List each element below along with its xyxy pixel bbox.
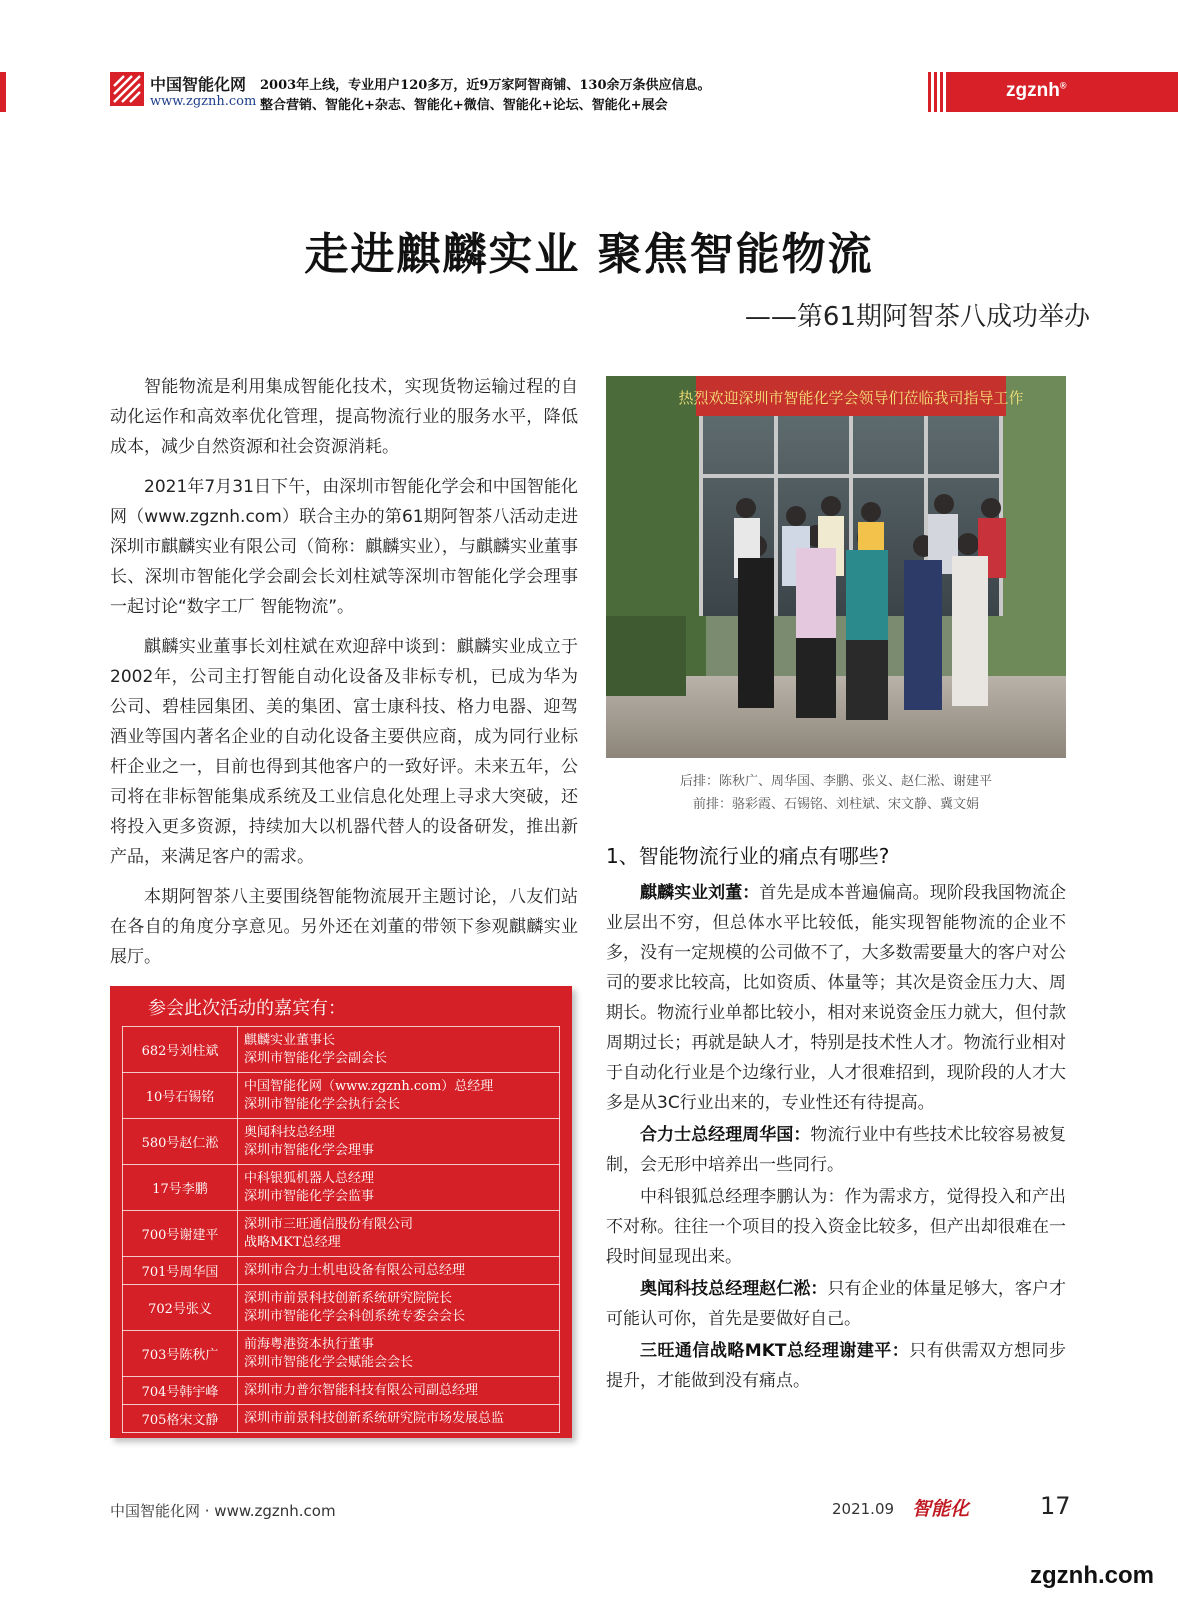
header-tagline-line2: 整合营销、智能化+杂志、智能化+微信、智能化+论坛、智能化+展会 (260, 98, 668, 113)
guest-titles (238, 1257, 560, 1285)
photo-caption-front-row: 前排：骆彩霞、石锡铭、刘柱斌、宋文静、冀文娟 (692, 797, 979, 812)
guest-titles (238, 1073, 560, 1119)
footer-issue-date: 2021.09 (832, 1500, 895, 1518)
guest-title-line: 深圳市合力士机电设备有限公司总经理 (244, 1262, 466, 1278)
qa-paragraph (606, 1120, 1066, 1180)
guest-row (123, 1211, 560, 1257)
guest-row (123, 1119, 560, 1165)
group-photo (606, 376, 1066, 758)
guest-name: 682号刘柱斌 (123, 1027, 238, 1073)
guest-title-line: 麒麟实业董事长 (244, 1032, 336, 1048)
guest-name: 702号张义 (123, 1285, 238, 1331)
paragraph: 智能物流是利用集成智能化技术，实现货物运输过程的自动化运作和高效率优化管理，提高物流行业的服务水平，降低成本，减少自然资源和社会资源消耗。 (110, 377, 578, 457)
guest-title-line: 深圳市智能化学会执行会长 (244, 1096, 401, 1112)
watermark: zgznh.com (1030, 1562, 1154, 1589)
left-accent-bar (0, 72, 6, 112)
guest-title-line: 深圳市力普尔智能科技有限公司副总经理 (244, 1382, 479, 1398)
guest-row (123, 1405, 560, 1433)
guest-row (123, 1331, 560, 1377)
qa-paragraph (606, 878, 1066, 1118)
qa-speaker: 三旺通信战略MKT总经理谢建平： (640, 1341, 910, 1361)
photo-banner-text: 热烈欢迎深圳市智能化学会领导们莅临我司指导工作 (678, 389, 1024, 407)
guest-titles (238, 1285, 560, 1331)
logo-url[interactable]: www.zgznh.com (150, 94, 257, 109)
page-number: 17 (1040, 1492, 1071, 1520)
left-column (110, 372, 578, 982)
header-tagline-line1: 2003年上线，专业用户120多万，近9万家阿智商铺、130余万条供应信息。 (260, 78, 711, 93)
guest-name: 703号陈秋广 (123, 1331, 238, 1377)
guest-name: 10号石锡铭 (123, 1073, 238, 1119)
guest-row (123, 1027, 560, 1073)
guest-title-line: 前海粤港资本执行董事 (244, 1336, 375, 1352)
guest-list-box (110, 986, 572, 1438)
footer-site[interactable]: 中国智能化网 · www.zgznh.com (110, 1502, 336, 1520)
guest-row (123, 1165, 560, 1211)
guest-title-line: 战略MKT总经理 (244, 1234, 341, 1250)
guest-row (123, 1073, 560, 1119)
article-title: 走进麒麟实业 聚焦智能物流 (304, 229, 874, 280)
guest-titles (238, 1211, 560, 1257)
guest-titles (238, 1027, 560, 1073)
guest-row (123, 1257, 560, 1285)
guest-title-line: 中国智能化网（www.zgznh.com）总经理 (244, 1078, 494, 1094)
guest-row (123, 1285, 560, 1331)
guest-title-line: 深圳市前景科技创新系统研究院院长 (244, 1290, 453, 1306)
guest-name: 580号赵仁淞 (123, 1119, 238, 1165)
paragraph: 本期阿智茶八主要围绕智能物流展开主题讨论，八友们站在各自的角度分享意见。另外还在刘董的带领下参观麒麟实业展厅。 (110, 887, 578, 967)
qa-text: 中科银狐总经理李鹏认为：作为需求方，觉得投入和产出不对称。往往一个项目的投入资金比较多，但产出却很难在一段时间显现出来。 (606, 1187, 1066, 1267)
brand-tab-stripes (928, 72, 946, 112)
guest-titles (238, 1331, 560, 1377)
paragraph: 麒麟实业董事长刘柱斌在欢迎辞中谈到：麒麟实业成立于2002年，公司主打智能自动化设备及非标专机，已成为华为公司、碧桂园集团、美的集团、富士康科技、格力电器、迎驾酒业等国内著名企业的自动化设备主要供应商，成为同行业标杆企业之一，目前也得到其他客户的一致好评。未来五年，公司将在非标智能集成系统及工业信息化处理上寻求大突破，还将投入更多资源，持续加大以机器代替人的设备研发，推出新产品，来满足客户的需求。 (110, 637, 578, 867)
guest-title-line: 深圳市智能化学会理事 (244, 1142, 375, 1158)
qa-paragraph (606, 1336, 1066, 1396)
qa-speaker: 合力士总经理周华国： (640, 1125, 811, 1145)
logo-name: 中国智能化网 (150, 75, 247, 94)
guest-title-line: 深圳市智能化学会副会长 (244, 1050, 388, 1066)
guest-title-line: 深圳市智能化学会赋能会会长 (244, 1354, 414, 1370)
qa-text: 只有供需双方想同步提升，才能做到没有痛点。 (606, 1341, 1066, 1391)
guest-table (122, 1026, 560, 1433)
qa-text: 只有企业的体量足够大，客户才可能认可你，首先是要做好自己。 (606, 1279, 1067, 1329)
guest-name: 704号韩宇峰 (123, 1377, 238, 1405)
guest-title-line: 中科银狐机器人总经理 (244, 1170, 375, 1186)
guest-title-line: 深圳市三旺通信股份有限公司 (244, 1216, 414, 1232)
qa-text: 物流行业中有些技术比较容易被复制，会无形中培养出一些同行。 (606, 1125, 1067, 1175)
guest-list-title: 参会此次活动的嘉宾有： (148, 998, 346, 1019)
qa-speaker: 奥闻科技总经理赵仁淞： (640, 1279, 828, 1299)
guest-titles (238, 1119, 560, 1165)
footer-magazine-logo: 智能化 (912, 1498, 970, 1520)
guest-name: 705格宋文静 (123, 1405, 238, 1433)
qa-paragraph (606, 1274, 1066, 1334)
guest-titles (238, 1405, 560, 1433)
guest-name: 701号周华国 (123, 1257, 238, 1285)
qa-speaker: 麒麟实业刘董： (640, 883, 760, 903)
photo-caption-back-row: 后排：陈秋广、周华国、李鹏、张义、赵仁淞、谢建平 (679, 774, 992, 789)
guest-title-line: 奥闻科技总经理 (244, 1124, 336, 1140)
paragraph: 2021年7月31日下午，由深圳市智能化学会和中国智能化网（www.zgznh.com）联合主办的第61期阿智茶八活动走进深圳市麒麟实业有限公司（简称：麒麟实业），与麒麟实业董事长、深圳市智能化学会副会长刘柱斌等深圳市智能化学会理事一起讨论“数字工厂 智能物流”。 (110, 477, 578, 617)
guest-title-line: 深圳市智能化学会监事 (244, 1188, 375, 1204)
article-subtitle: ——第61期阿智茶八成功举办 (744, 302, 1090, 332)
guest-name: 17号李鹏 (123, 1165, 238, 1211)
qa-paragraph (606, 1182, 1066, 1272)
zgznh-logo-icon (110, 72, 144, 106)
guest-name: 700号谢建平 (123, 1211, 238, 1257)
guest-titles (238, 1377, 560, 1405)
right-column (606, 878, 1066, 1398)
brand-tab-label: zgznh® (1006, 80, 1067, 101)
guest-title-line: 深圳市智能化学会科创系统专委会会长 (244, 1308, 466, 1324)
qa-text: 首先是成本普遍偏高。现阶段我国物流企业层出不穷，但总体水平比较低，能实现智能物流的企业不多，没有一定规模的公司做不了，大多数需要量大的客户对公司的要求比较高，比如资质、体量等；其次是资金压力大、周期长。物流行业单都比较小，相对来说资金压力就大，但付款周期过长；再就是缺人才，特别是技术性人才。物流行业相对于自动化行业是个边缘行业，人才很难招到，现阶段的人才大多是从3C行业出来的，专业性还有待提高。 (606, 883, 1067, 1113)
guest-title-line: 深圳市前景科技创新系统研究院市场发展总监 (244, 1410, 505, 1426)
guest-titles (238, 1165, 560, 1211)
section-heading: 1、智能物流行业的痛点有哪些? (606, 844, 890, 868)
guest-row (123, 1377, 560, 1405)
